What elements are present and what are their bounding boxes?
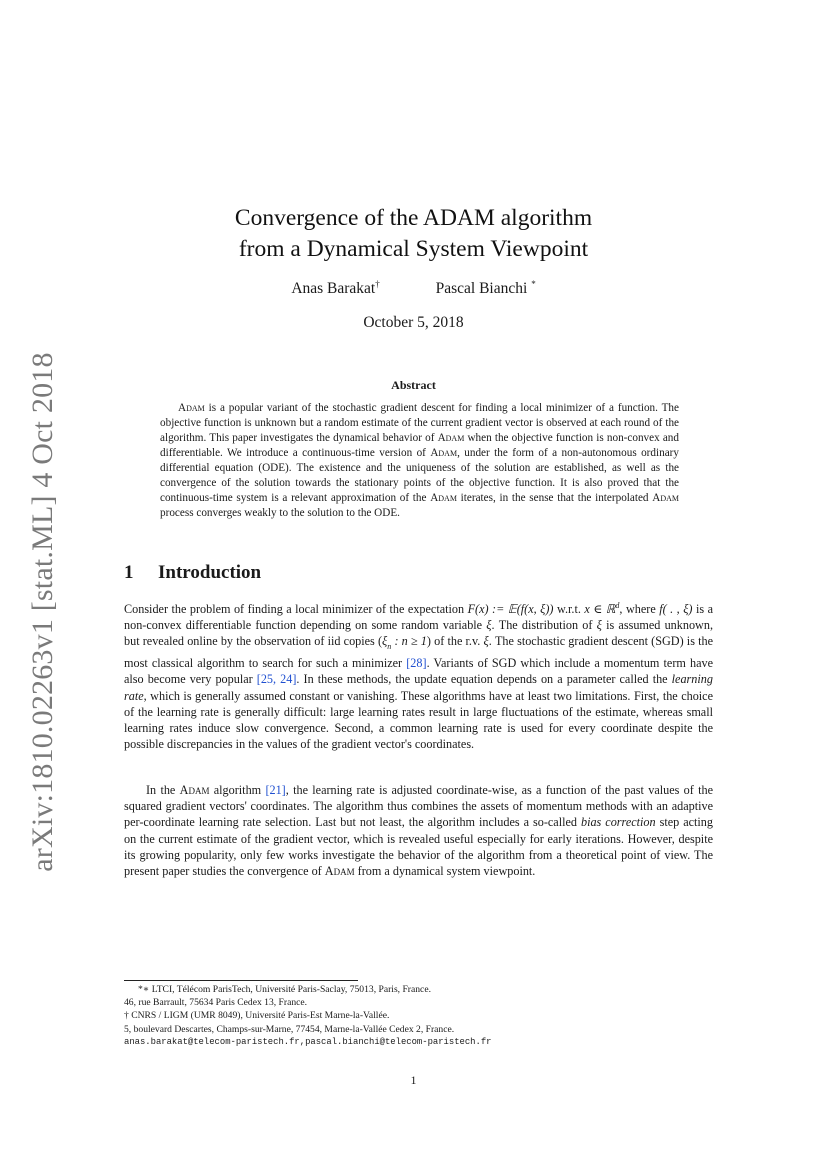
footnote-address-2: 5, boulevard Descartes, Champs-sur-Marne, 77454, Marne-la-Vallée Cedex 2, France. <box>124 1023 455 1035</box>
footnote-affiliation-2: † CNRS / LIGM (UMR 8049), Université Paris-Est Marne-la-Vallée. <box>124 1010 390 1022</box>
paper-date: October 5, 2018 <box>363 314 464 331</box>
author2-footnote-mark: * <box>531 279 536 289</box>
footnote-emails[interactable]: anas.barakat@telecom-paristech.fr,pascal.bianchi@telecom-paristech.fr <box>124 1036 492 1047</box>
author-bianchi: Pascal Bianchi * <box>435 279 536 298</box>
footnote-address-1: 46, rue Barrault, 75634 Paris Cedex 13, France. <box>124 997 308 1009</box>
citation-28[interactable]: [28] <box>406 656 427 671</box>
footnote-affiliation-1: *∗ LTCI, Télécom ParisTech, Université Paris-Saclay, 75013, Paris, France. <box>138 984 431 995</box>
title-line-1: Convergence of the ADAM algorithm <box>234 205 593 231</box>
footnotes <box>124 983 724 1049</box>
citation-25-24[interactable]: [25, 24] <box>256 672 297 687</box>
adam-name: Adam <box>178 402 205 414</box>
author-barakat: Anas Barakat† <box>291 279 380 298</box>
emphasis-bias-correction: bias correction <box>580 815 656 830</box>
intro-paragraph-2: In the Adam algorithm [21], the learning rate is adjusted coordinate-wise, as a function of the past values of the squared gradient vectors' coordinates. The algorithm thus combines the assets of momentum methods with an adaptive per-coordinate learning rate selection. Last but not least, the algorithm includes a so-called bias correction step acting on the current estimate of the gradient vector, which is revealed useful especially for early iterations. However, despite its growing popularity, only few works investigate the behavior of the algorithm from a theoretical point of view. The present paper studies the convergence of Adam from a dynamical system viewpoint. <box>124 783 713 879</box>
page-number: 1 <box>410 1073 417 1087</box>
author1-footnote-mark: † <box>375 279 380 289</box>
abstract-body: Adam is a popular variant of the stochastic gradient descent for finding a local minimizer of a function. The objective function is unknown but a random estimate of the current gradient vector is observed at each round of the algorithm. This paper investigates the dynamical behavior of Adam when the objective function is non-convex and differentiable. We introduce a continuous-time version of Adam, under the form of a non-autonomous ordinary differential equation (ODE). The existence and the uniqueness of the solution are established, as well as the convergence of the solution towards the stationary points of the objective function. It is also proved that the continuous-time system is a relevant approximation of the Adam iterates, in the sense that the interpolated Adam process converges weakly to the solution to the ODE. <box>160 402 679 519</box>
title-line-2: from a Dynamical System Viewpoint <box>238 236 589 262</box>
section-heading-introduction <box>124 562 261 584</box>
paper-title <box>0 203 827 265</box>
citation-21[interactable]: [21] <box>265 783 286 797</box>
arxiv-identifier: arXiv:1810.02263v1 [stat.ML] 4 Oct 2018 <box>26 352 59 872</box>
emphasis-learning-rate: learning rate <box>124 672 713 703</box>
arxiv-sidebar <box>23 352 63 872</box>
section-number: 1 <box>124 562 134 583</box>
footnote-rule <box>124 980 358 981</box>
abstract-heading: Abstract <box>391 378 436 392</box>
section-title: Introduction <box>158 562 262 583</box>
author-list <box>0 279 827 298</box>
math-expectation: F(x) := 𝔼(f(x, ξ)) <box>467 602 554 617</box>
intro-paragraph-1: Consider the problem of finding a local minimizer of the expectation F(x) := 𝔼(f(x, ξ)) w.r.t. x ∈ ℝ$^d$, where f( . , ξ) is a non-convex differentiable function depending on some random variable ξ. The distribution of ξ is assumed unknown, but revealed online by the observation of iid copies ($\xi_n$ : n ≥ 1) of the r.v. ξ. The stochastic gradient descent (SGD) is the most classical algorithm to search for such a minimizer [28]. Variants of SGD which include a momentum term have also become very popular [25, 24]. In these methods, the update equation depends on a parameter called the learning rate, which is generally assumed constant or vanishing. These algorithms have at least two limitations. First, the choice of the learning rate is generally difficult: large learning rates result in large fluctuations of the estimate, whereas small learning rates induce slow convergence. Second, a common learning rate is used for every coordinate despite the possible discrepancies in the values of the gradient vector's coordinates. <box>124 601 714 752</box>
